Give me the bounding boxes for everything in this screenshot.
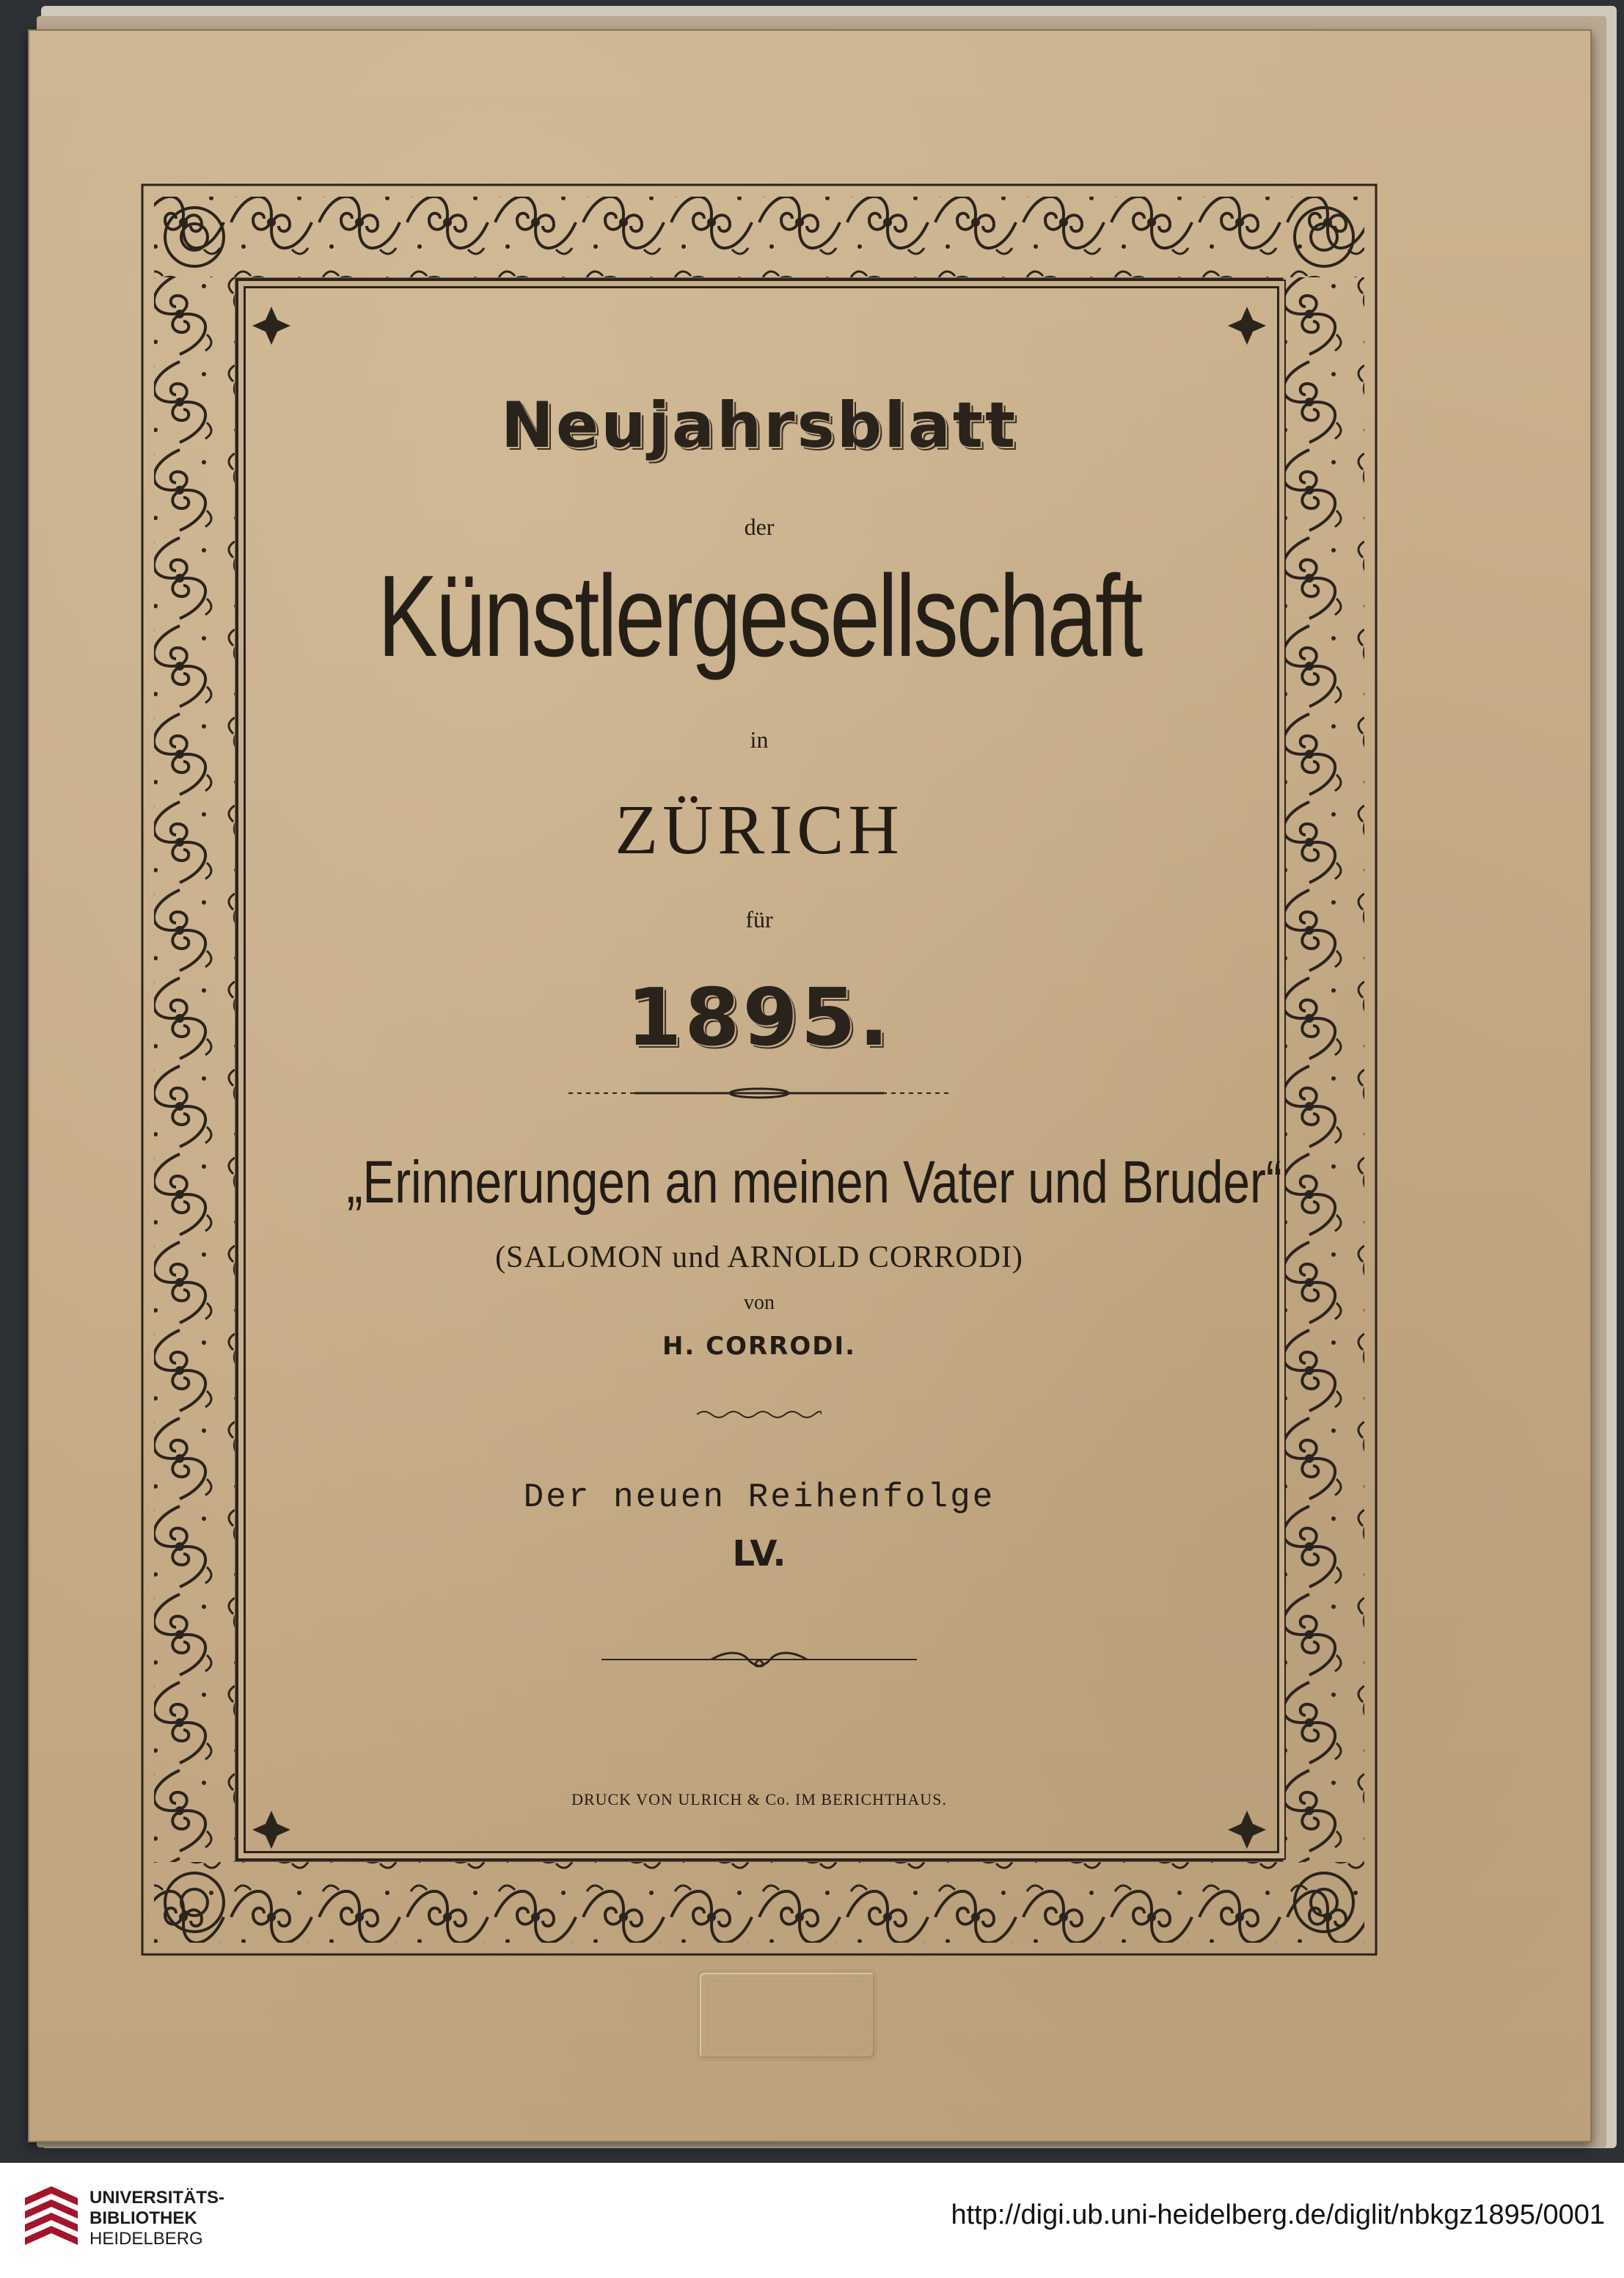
library-name (89, 2188, 224, 2249)
fuer-text: für (745, 906, 773, 932)
subjects: (SALOMON und ARNOLD CORRODI) (495, 1241, 1023, 1274)
footer-bar (0, 2163, 1624, 2278)
in-text: in (750, 726, 769, 753)
series-number: LV. (732, 1533, 786, 1574)
society-name: Künstlergesellschaft (377, 552, 1141, 681)
main-title: Neujahrsblatt (500, 389, 1018, 462)
author: H. CORRODI. (662, 1332, 857, 1361)
city-name: ZÜRICH (615, 790, 904, 869)
year: 1895. (626, 972, 892, 1064)
von-text: von (744, 1291, 775, 1314)
library-blind-stamp (697, 1970, 877, 2061)
permalink-url[interactable]: http://digi.ub.uni-heidelberg.de/diglit/nbkgz1895/0001 (951, 2199, 1605, 2230)
printer-imprint: DRUCK VON ULRICH & Co. IM BERICHTHAUS. (571, 1790, 947, 1808)
series-label: Der neuen Reihenfolge (523, 1478, 995, 1516)
divider-rule (244, 1086, 1275, 1100)
library-name-line3: HEIDELBERG (89, 2229, 203, 2249)
library-logo-icon (18, 2183, 85, 2251)
der-text: der (744, 514, 775, 540)
work-title: „Erinnerungen an meinen Vater und Bruder“ (346, 1149, 1282, 1216)
divider-wave (244, 1409, 1275, 1420)
divider-rule-bottom (244, 1651, 1275, 1668)
library-name-line2: BIBLIOTHEK (89, 2208, 197, 2228)
library-name-line1: UNIVERSITÄTS- (89, 2188, 225, 2208)
